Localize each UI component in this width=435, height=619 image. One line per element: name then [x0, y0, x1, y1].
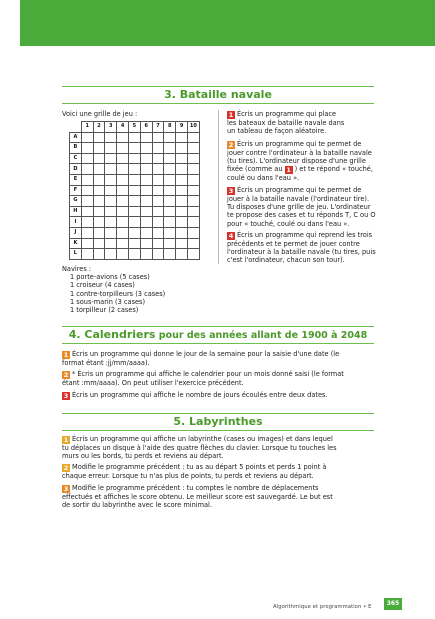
grid-col-header: 8 [164, 122, 176, 133]
exercise-5-3: 3 Modifie le programme précédent : tu comptes le nombre de déplacements effectués et affiches le score obtenu. Le meilleur score est sauvegardé. Le but est de sortir du labyrinthe avec le score minimal. [62, 484, 333, 510]
exercise-3-1: 1 Écris un programme qui place les bateaux de bataille navale dans un tableau de façon aléatoire. [227, 110, 345, 136]
exercise-3-3: 3 Écris un programme qui te permet de jouer à la bataille navale (l'ordinateur tire). Tu disposes d'une grille de jeu. L'ordinateur te propose des cases et tu réponds T, C ou O pour « touché, coulé ou dans l'eau ». [227, 186, 376, 228]
grid-col-header: 5 [128, 122, 140, 133]
exercise-number-badge: 3 [63, 392, 69, 400]
ship-item: 1 croiseur (4 cases) [70, 281, 135, 290]
grid-row-header: H [70, 206, 82, 217]
grid-col-header: 7 [152, 122, 164, 133]
ship-item: 1 torpilleur (2 cases) [70, 306, 139, 315]
exercise-4-3: 3 Écris un programme qui affiche le nombre de jours écoulés entre deux dates. [63, 391, 328, 400]
exercise-5-1: 1 Écris un programme qui affiche un labyrinthe (cases ou images) et dans lequel tu déplaces un disque à l'aide des quatre flèches du clavier. Lorsque tu touches les murs ou les bords, tu perds et reviens au départ. [62, 435, 337, 461]
exercise-number-badge: 2 [63, 371, 69, 379]
grid-col-header: 3 [105, 122, 117, 133]
grid-row-header: F [70, 185, 82, 196]
exercise-number-badge: 1 [228, 111, 234, 119]
grid-row-header: B [70, 143, 82, 154]
exercise-number-badge: 1 [63, 436, 69, 444]
exercise-number-badge: 2 [63, 464, 69, 472]
exercise-number-badge: 3 [228, 187, 234, 195]
exercise-3-4: 4 Écris un programme qui reprend les trois précédents et te permet de jouer contre l'ordinateur à la bataille navale (tu tires, puis c'est l'ordinateur, chacun son tour). [227, 231, 376, 265]
section-title-calendriers: 4. Calendriers pour des années allant de 1900 à 2048 [62, 326, 374, 344]
grid-col-header: 6 [140, 122, 152, 133]
grid-row-header: D [70, 164, 82, 175]
ship-item: 1 porte-avions (5 cases) [70, 273, 150, 282]
grid-row-header: L [70, 249, 82, 260]
grid-col-header: 2 [93, 122, 105, 133]
exercise-5-2: 2 Modifie le programme précédent : tu as au départ 5 points et perds 1 point à chaque erreur. Lorsque tu n'as plus de points, tu perds et reviens au départ. [62, 463, 327, 480]
ship-item: 1 sous-marin (3 cases) [70, 297, 146, 306]
grid-col-header: 1 [81, 122, 93, 133]
exercise-number-badge: 1 [63, 351, 69, 359]
exercise-number-badge: 4 [228, 232, 234, 240]
ships-list [62, 265, 165, 314]
exercise-4-1: 1 Écris un programme qui donne le jour de la semaine pour la saisie d'une date (le format étant :jj/mm/aaaa). [62, 350, 340, 367]
grid-col-header: 4 [117, 122, 129, 133]
header-band [20, 0, 435, 46]
grid-row-header: C [70, 153, 82, 164]
grid-row-header: G [70, 196, 82, 207]
grid-row-header: A [70, 132, 82, 143]
exercise-4-2: 2 * Écris un programme qui affiche le calendrier pour un mois donné saisi (le format étant :mm/aaaa). On peut utiliser l'exercice précédent. [62, 370, 344, 387]
grid-row-header: I [70, 217, 82, 228]
page-number: 365 [384, 598, 402, 610]
grid-row-header: E [70, 174, 82, 185]
grid-row-header: K [70, 238, 82, 249]
section-title-bataille-navale: 3. Bataille navale [62, 86, 374, 104]
exercise-number-badge: 3 [63, 485, 69, 493]
exercise-3-2: 2 Écris un programme qui te permet de jouer contre l'ordinateur à la bataille navale (tu tires). L'ordinateur dispose d'une grille fixée (comme au 1 ) et te répond « touché, coulé ou dans l'eau ». [227, 140, 373, 183]
exercise-number-badge: 2 [228, 141, 234, 149]
grid-col-header: 10 [187, 122, 199, 133]
grid-intro: Voici une grille de jeu : [62, 110, 138, 118]
exercise-ref-badge: 1 [286, 166, 291, 175]
ships-label: Navires : [62, 265, 92, 273]
game-grid [69, 121, 200, 260]
column-divider [218, 110, 219, 264]
footer-chapter: Algorithmique et programmation • E [273, 604, 372, 610]
ship-item: 1 contre-torpilleurs (3 cases) [70, 289, 166, 298]
section-title-labyrinthes: 5. Labyrinthes [62, 413, 374, 431]
grid-row-header: J [70, 227, 82, 238]
grid-col-header: 9 [176, 122, 188, 133]
